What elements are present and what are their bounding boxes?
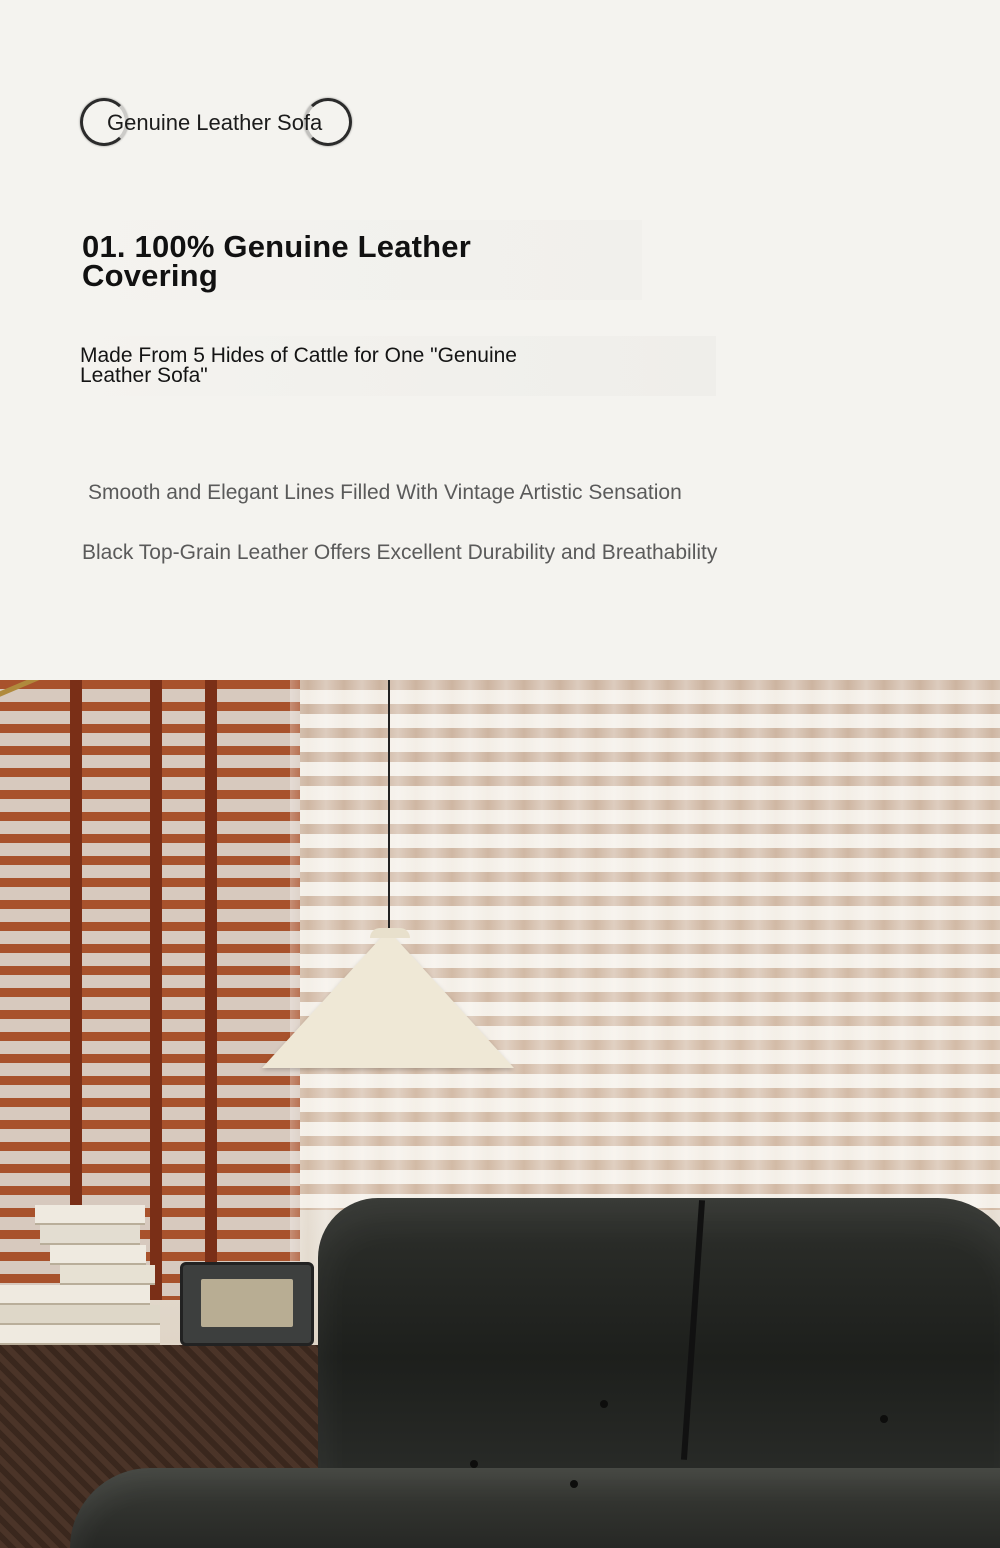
- book: [60, 1265, 155, 1285]
- category-badge: [80, 96, 356, 152]
- sofa-tuft: [570, 1480, 578, 1488]
- book: [50, 1245, 146, 1265]
- speaker: [180, 1262, 314, 1346]
- pendant-wire: [388, 680, 390, 930]
- intro-section: [0, 0, 1000, 680]
- feature-line-1: Smooth and Elegant Lines Filled With Vintage Artistic Sensation: [88, 481, 682, 504]
- book-stack: [0, 1200, 170, 1350]
- section-subheading: Made From 5 Hides of Cattle for One "Genuine Leather Sofa": [80, 344, 517, 387]
- badge-label: Genuine Leather Sofa: [107, 110, 323, 135]
- book: [35, 1205, 145, 1225]
- sofa-tuft: [600, 1400, 608, 1408]
- book: [0, 1305, 160, 1325]
- lamp-cap: [370, 928, 410, 938]
- book: [0, 1325, 160, 1345]
- product-photo: [0, 680, 1000, 1548]
- feature-line-2: Black Top-Grain Leather Offers Excellent Durability and Breathability: [82, 541, 718, 564]
- sofa-tuft: [880, 1415, 888, 1423]
- sofa-backrest: [318, 1198, 1000, 1488]
- sofa-tuft: [470, 1460, 478, 1468]
- book: [0, 1285, 150, 1305]
- pendant-lamp-shade: [262, 930, 514, 1068]
- book: [40, 1225, 140, 1245]
- window-frame: [205, 680, 217, 1300]
- section-heading: 01. 100% Genuine Leather Covering: [82, 229, 472, 293]
- speaker-grill: [201, 1279, 293, 1327]
- sofa-seat: [70, 1468, 1000, 1548]
